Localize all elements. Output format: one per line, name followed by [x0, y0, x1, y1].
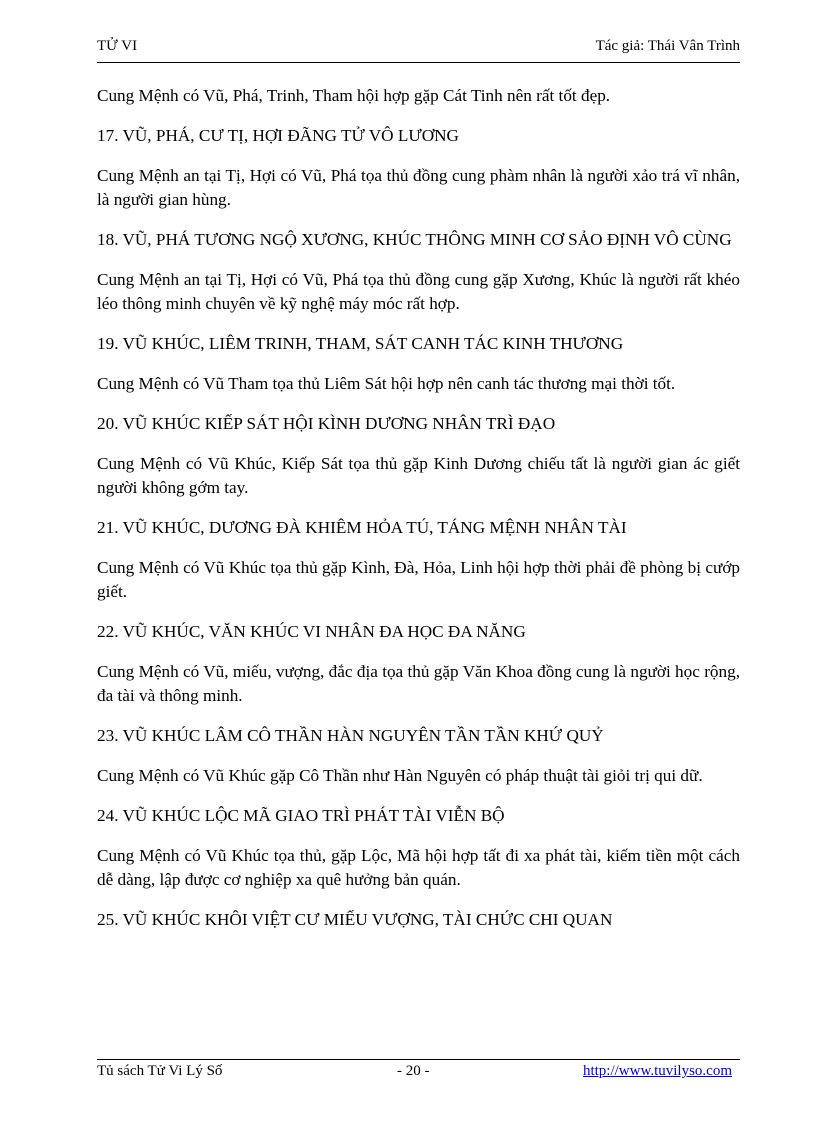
header-author: Tác giả: Thái Vân Trình [595, 38, 740, 54]
section-heading: 25. VŨ KHÚC KHÔI VIỆT CƯ MIẾU VƯỢNG, TÀI CHỨC CHI QUAN [97, 910, 613, 929]
section-heading: 19. VŨ KHÚC, LIÊM TRINH, THAM, SÁT CANH TÁC KINH THƯƠNG [97, 334, 624, 353]
paragraph: Cung Mệnh có Vũ Khúc tọa thủ gặp Kình, Đà, Hỏa, Linh hội hợp thời phải đề phòng bị cướp giết. [97, 558, 740, 601]
section-heading: 24. VŨ KHÚC LỘC MÃ GIAO TRÌ PHÁT TÀI VIỄN BỘ [97, 806, 505, 825]
paragraph: Cung Mệnh có Vũ Khúc gặp Cô Thần như Hàn Nguyên có pháp thuật tài giỏi trị qui dữ. [97, 766, 703, 785]
footer-series-title: Tủ sách Tử Vi Lý Số [97, 1063, 223, 1079]
paragraph: Cung Mệnh an tại Tị, Hợi có Vũ, Phá tọa thủ đồng cung phàm nhân là người xảo trá vĩ nhân, là người gian hùng. [97, 166, 740, 209]
paragraph: Cung Mệnh có Vũ, miếu, vượng, đắc địa tọa thủ gặp Văn Khoa đồng cung là người học rộng, đa tài và thông minh. [97, 662, 740, 705]
paragraph: Cung Mệnh an tại Tị, Hợi có Vũ, Phá tọa thủ đồng cung gặp Xương, Khúc là người rất khéo léo thông minh chuyên về kỹ nghệ máy móc rất hợp. [97, 270, 740, 313]
page-header [97, 36, 740, 63]
paragraph: Cung Mệnh có Vũ, Phá, Trinh, Tham hội hợp gặp Cát Tinh nên rất tốt đẹp. [97, 86, 611, 105]
website-link[interactable]: http://www.tuvilyso.com [582, 1063, 732, 1079]
section-heading: 23. VŨ KHÚC LÂM CÔ THẦN HÀN NGUYÊN TẦN TẦN KHỨ QUỶ [97, 726, 604, 745]
section-heading: 17. VŨ, PHÁ, CƯ TỊ, HỢI ĐÃNG TỬ VÔ LƯƠNG [97, 126, 459, 145]
section-heading: 18. VŨ, PHÁ TƯƠNG NGỘ XƯƠNG, KHÚC THÔNG MINH CƠ SẢO ĐỊNH VÔ CÙNG [97, 230, 732, 249]
page-content [97, 84, 740, 948]
page-number: - 20 - [397, 1063, 430, 1079]
paragraph: Cung Mệnh có Vũ Khúc, Kiếp Sát tọa thủ gặp Kinh Dương chiếu tất là người gian ác giết người không gớm tay. [97, 454, 740, 497]
paragraph: Cung Mệnh có Vũ Khúc tọa thủ, gặp Lộc, Mã hội hợp tất đi xa phát tài, kiếm tiền một cách dễ dàng, lập được cơ nghiệp xa quê hưởng bản quán. [97, 846, 740, 889]
section-heading: 20. VŨ KHÚC KIẾP SÁT HỘI KÌNH DƯƠNG NHÂN TRÌ ĐẠO [97, 414, 556, 433]
section-heading: 22. VŨ KHÚC, VĂN KHÚC VI NHÂN ĐA HỌC ĐA NĂNG [97, 622, 526, 641]
page-footer [97, 1059, 740, 1084]
header-title: TỬ VI [97, 38, 138, 54]
paragraph: Cung Mệnh có Vũ Tham tọa thủ Liêm Sát hội hợp nên canh tác thương mại thời tốt. [97, 374, 676, 393]
section-heading: 21. VŨ KHÚC, DƯƠNG ĐÀ KHIÊM HỎA TÚ, TÁNG MỆNH NHÂN TÀI [97, 518, 627, 537]
